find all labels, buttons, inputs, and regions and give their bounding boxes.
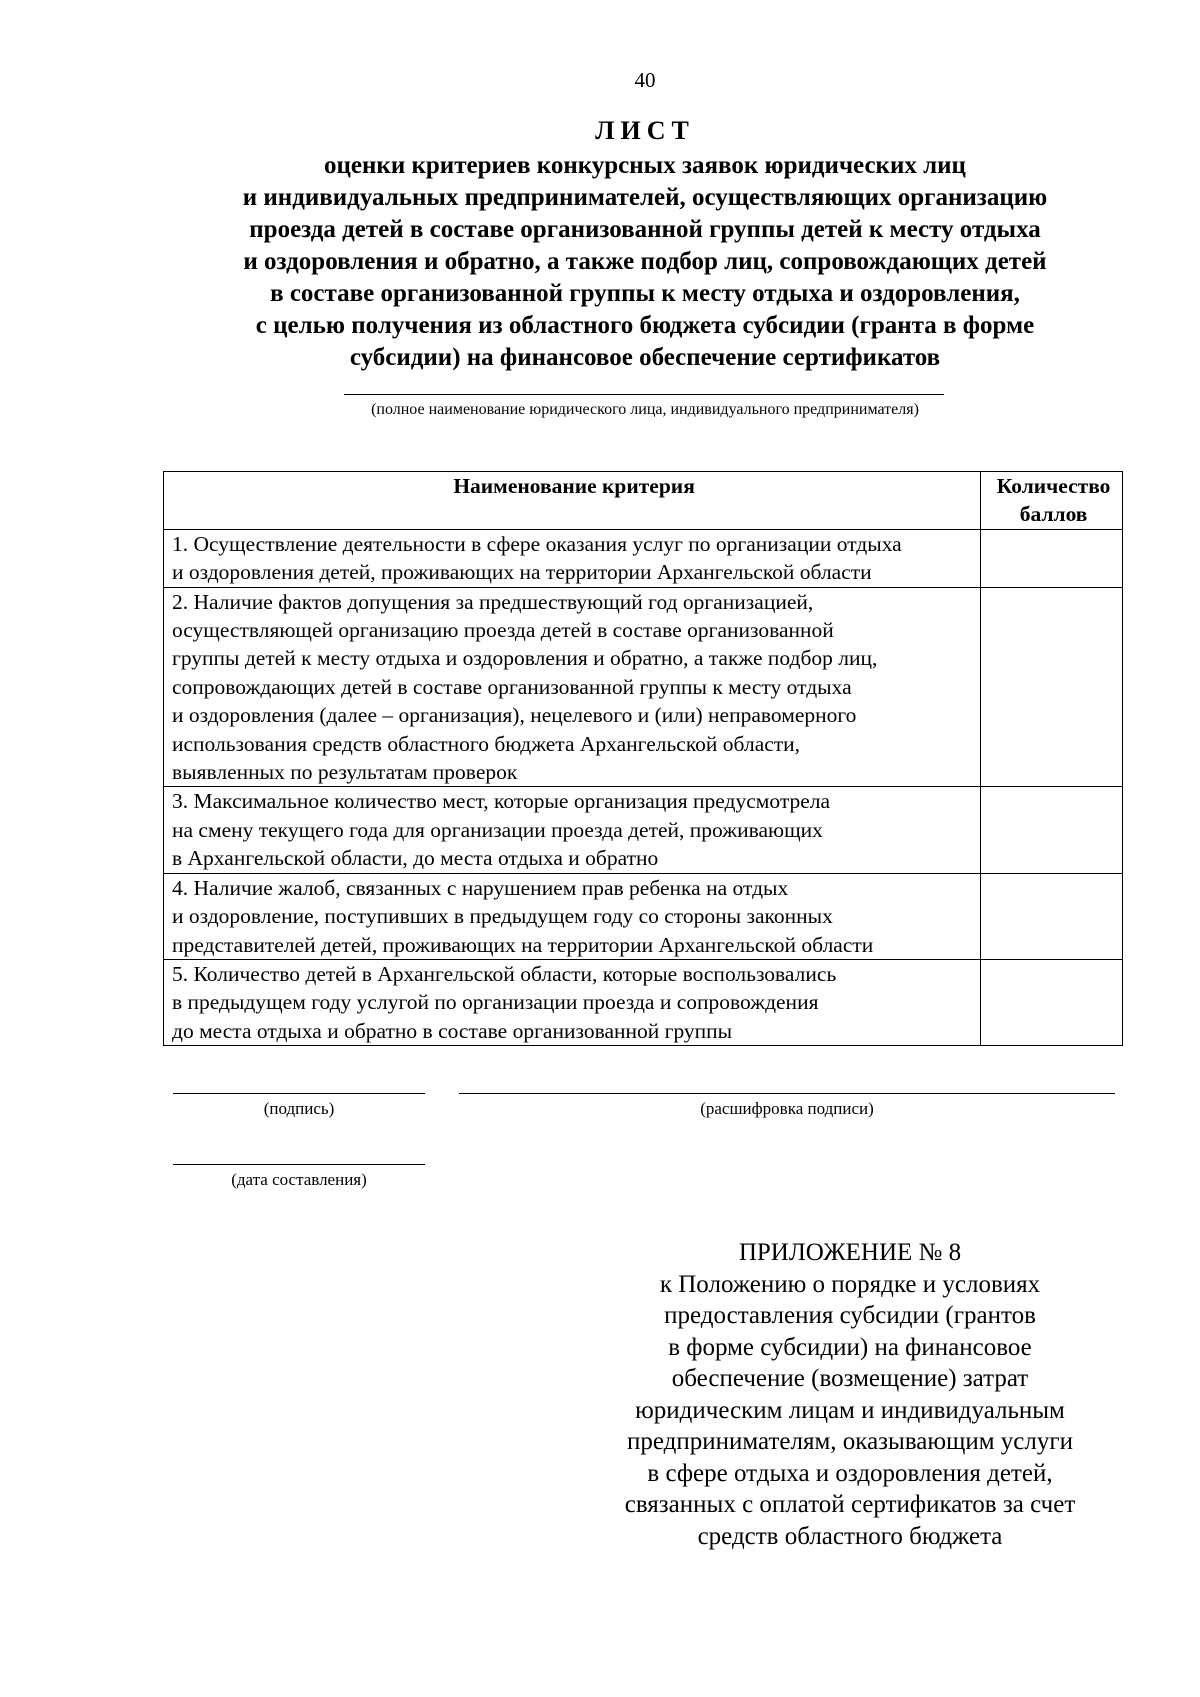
criterion-text: 4. Наличие жалоб, связанных с нарушением прав ребенка на отдых xyxy=(172,875,789,900)
appendix-line: предпринимателям, оказывающим услуги xyxy=(627,1428,1073,1455)
criterion-text: 2. Наличие фактов допущения за предшествующий год организацией, xyxy=(172,589,814,614)
criterion-text: и оздоровления (далее – организация), нецелевого и (или) неправомерного xyxy=(172,703,857,728)
document-title xyxy=(160,112,1130,374)
criterion-text: и оздоровление, поступивших в предыдущем году со стороны законных xyxy=(172,904,833,929)
criterion-text: выявленных по результатам проверок xyxy=(172,760,518,785)
criterion-text: в Архангельской области, до места отдыха и обратно xyxy=(172,846,659,871)
appendix-line: в форме субсидии) на финансовое xyxy=(668,1333,1032,1361)
appendix-title: ПРИЛОЖЕНИЕ № 8 xyxy=(738,1239,962,1266)
criterion-text: сопровождающих детей в составе организованной группы к месту отдыха xyxy=(172,674,852,699)
organization-name-caption: (полное наименование юридического лица, индивидуального предпринимателя) xyxy=(371,401,919,418)
appendix-line: средств областного бюджета xyxy=(697,1522,1003,1550)
criterion-text: 3. Максимальное количество мест, которые организация предусмотрела xyxy=(172,789,831,814)
criterion-cell xyxy=(164,873,981,959)
appendix-block xyxy=(590,1237,1110,1552)
criterion-cell xyxy=(164,587,981,787)
title-word: ЛИСТ xyxy=(595,116,695,145)
score-cell[interactable] xyxy=(981,529,1123,587)
table-row xyxy=(164,959,1123,1045)
title-line: оценки критериев конкурсных заявок юридических лиц xyxy=(324,152,966,179)
appendix-line: юридическим лицам и индивидуальным xyxy=(635,1396,1065,1424)
criterion-text: осуществляющей организацию проезда детей в составе организованной xyxy=(172,618,834,643)
page-number: 40 xyxy=(634,68,656,92)
appendix-line: предоставления субсидии (грантов xyxy=(664,1302,1036,1329)
criterion-text: группы детей к месту отдыха и оздоровления и обратно, а также подбор лиц, xyxy=(172,646,878,671)
header-criterion-label: Наименование критерия xyxy=(453,474,695,498)
title-line: и оздоровления и обратно, а также подбор лиц, сопровождающих детей xyxy=(243,248,1047,275)
score-cell[interactable] xyxy=(981,959,1123,1045)
organization-name-field[interactable] xyxy=(344,394,944,395)
score-cell[interactable] xyxy=(981,787,1123,873)
title-line: в составе организованной группы к месту отдыха и оздоровления, xyxy=(270,280,1020,307)
criterion-cell xyxy=(164,959,981,1045)
title-line: и индивидуальных предпринимателей, осуществляющих организацию xyxy=(242,184,1048,211)
criteria-table xyxy=(163,471,1123,1046)
criterion-text: 5. Количество детей в Архангельской области, которые воспользовались xyxy=(172,961,837,986)
date-field[interactable] xyxy=(173,1164,425,1165)
signature-decoding-caption: (расшифровка подписи) xyxy=(700,1099,874,1118)
criterion-text: представителей детей, проживающих на территории Архангельской области xyxy=(172,932,874,957)
table-row xyxy=(164,787,1123,873)
criterion-cell xyxy=(164,787,981,873)
title-line: с целью получения из областного бюджета субсидии (гранта в форме xyxy=(255,312,1035,339)
title-line: проезда детей в составе организованной группы детей к месту отдыха xyxy=(249,216,1041,243)
signature-field[interactable] xyxy=(173,1093,425,1094)
title-line: субсидии) на финансовое обеспечение сертификатов xyxy=(349,344,941,371)
table-row xyxy=(164,873,1123,959)
criterion-text: в предыдущем году услугой по организации проезда и сопровождения xyxy=(172,990,819,1015)
signature-decoding-field[interactable] xyxy=(459,1093,1115,1094)
criterion-text: до места отдыха и обратно в составе организованной группы xyxy=(172,1018,733,1043)
header-score xyxy=(981,472,1123,530)
appendix-line: связанных с оплатой сертификатов за счет xyxy=(624,1491,1076,1518)
table-row xyxy=(164,587,1123,787)
table-header-row xyxy=(164,472,1123,530)
table-row xyxy=(164,529,1123,587)
header-criterion xyxy=(164,472,981,530)
header-score-label: баллов xyxy=(1019,502,1088,527)
criterion-text: на смену текущего года для организации проезда детей, проживающих xyxy=(172,817,823,842)
score-cell[interactable] xyxy=(981,587,1123,787)
criterion-text: и оздоровления детей, проживающих на территории Архангельской области xyxy=(172,560,872,585)
criterion-cell xyxy=(164,529,981,587)
criterion-text: 1. Осуществление деятельности в сфере оказания услуг по организации отдыха xyxy=(172,531,902,556)
signature-caption: (подпись) xyxy=(263,1099,335,1118)
score-cell[interactable] xyxy=(981,873,1123,959)
criterion-text: использования средств областного бюджета Архангельской области, xyxy=(172,731,801,756)
appendix-line: в сфере отдыха и оздоровления детей, xyxy=(647,1459,1053,1487)
appendix-line: к Положению о порядке и условиях xyxy=(659,1270,1041,1298)
appendix-line: обеспечение (возмещение) затрат xyxy=(671,1365,1029,1392)
header-score-label: Количество xyxy=(996,474,1111,498)
date-caption: (дата составления) xyxy=(231,1170,367,1189)
